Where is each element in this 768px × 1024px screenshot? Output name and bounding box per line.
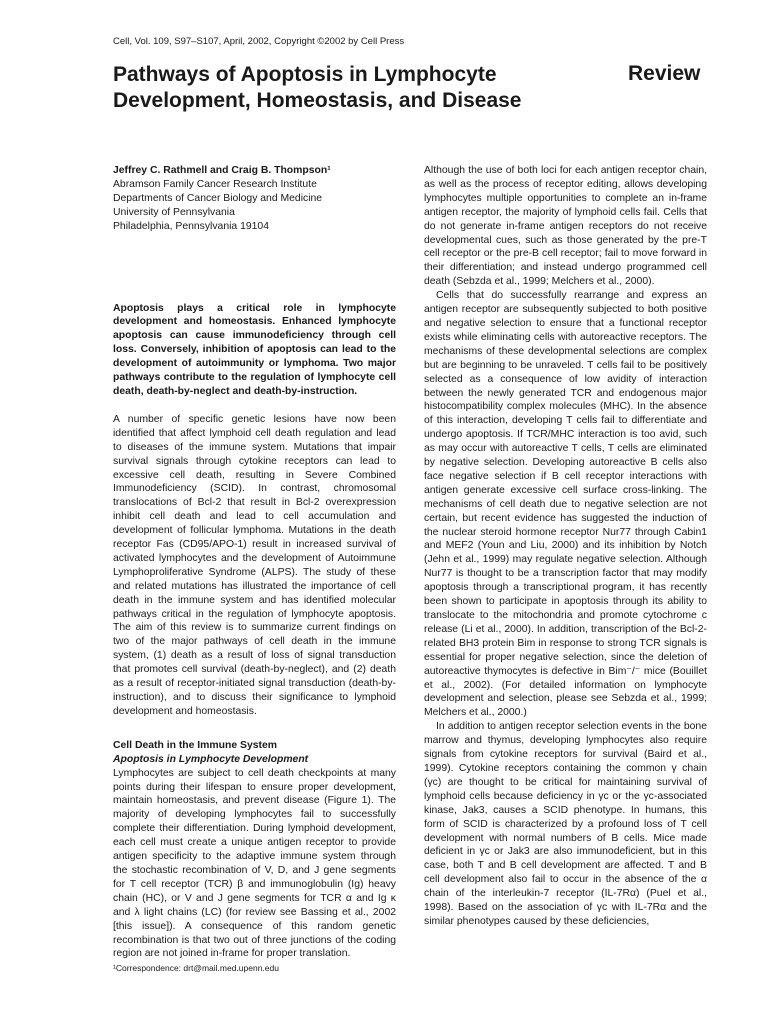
body-paragraph: Although the use of both loci for each antigen receptor chain, as well as the process of receptor editing, allows developing lymphocytes multiple opportunities to complete an in-frame antigen receptor, the majority of lymphoid cells fail. Cells that do not generate in-frame antigen receptors do not receive developmental cues, such as those generated by the pre-T cell receptor or the pre-B cell receptor; fail to move forward in their differentiation; and instead undergo programmed cell death (Sebzda et al., 1999; Melchers et al., 2000). [424, 165, 707, 288]
left-column [113, 164, 396, 961]
body-paragraph: In addition to antigen receptor selection events in the bone marrow and thymus, developing lymphocytes also require signals from cytokine receptors for survival (Baird et al., 1999). Cytokine receptors containing the common γ chain (γc) are thought to be critical for maintaining survival of lymphoid cells because deficiency in γc or the γc-associated kinase, Jak3, causes a SCID phenotype. In humans, this form of SCID is characterized by a profound loss of T cell development with normal numbers of B cells. Mice made deficient in γc or Jak3 are also immunodeficient, but in this case, both T and B cell development are affected. T and B cell development also fail to occur in the absence of the α chain of the interleukin-7 receptor (IL-7Rα) (Puel et al., 1998). Based on the association of γc with IL-7Rα and the similar phenotypes caused by these deficiencies, [424, 721, 707, 927]
abstract: Apoptosis plays a critical role in lymphocyte development and homeostasis. Enhanced lymphocyte apoptosis can cause immunodeficiency through cell loss. Conversely, inhibition of apoptosis can lead to the development of autoimmunity or lymphoma. Two major pathways contribute to the regulation of lymphocyte cell death, death-by-neglect and death-by-instruction. [113, 302, 396, 397]
journal-citation: Cell, Vol. 109, S97–S107, April, 2002, Copyright ©2002 by Cell Press [113, 36, 405, 47]
footnote: ¹Correspondence: drt@mail.med.upenn.edu [113, 963, 279, 973]
authors: Jeffrey C. Rathmell and Craig B. Thompson¹ [113, 165, 331, 176]
article-title: Pathways of Apoptosis in Lymphocyte Development, Homeostasis, and Disease [113, 63, 522, 112]
article-type: Review [628, 62, 701, 85]
right-column [424, 164, 707, 929]
subsection-heading: Apoptosis in Lymphocyte Development [113, 753, 309, 765]
body-paragraph: Lymphocytes are subject to cell death checkpoints at many points during their lifespan to ensure proper development, maintain homeostasis, and prevent disease (Figure 1). The majority of developing lymphocytes fail to successfully complete their differentiation. During lymphoid development, each cell must create a unique antigen receptor to provide antigen specificity to the adaptive immune system through the stochastic recombination of V, D, and J gene segments for T cell receptor (TCR) β and immunoglobulin (Ig) heavy chain (HC), or V and J gene segments for TCR α and Ig κ and λ light chains (LC) (for review see Bassing et al., 2002 [this issue]). A consequence of this random genetic recombination is that two out of three junctions of the coding region are not joined in-frame for proper translation. [113, 767, 396, 960]
affiliation-line: Departments of Cancer Biology and Medicine [113, 192, 323, 204]
affiliation-line: Abramson Family Cancer Research Institute [113, 178, 317, 190]
section-heading: Cell Death in the Immune System [113, 739, 277, 751]
body-paragraph: Cells that do successfully rearrange and express an antigen receptor are subsequently subjected to both positive and negative selection to ensure that a functional receptor exists while eliminating cells with autoreactive receptors. The mechanisms of these developmental selections are complex but are beginning to be unraveled. T cells fail to be positively selected as a consequence of low avidity of interaction between the newly generated TCR and endogenous major histocompatibility complex molecules (MHC). In the absence of this interaction, developing T cells fail to differentiate and undergo apoptosis. If TCR/MHC interaction is too avid, such as may occur with autoreactive T cells, T cells are eliminated by negative selection. Developing autoreactive B cells also face negative selection if B cell receptor interactions with antigen generate excessive cell surface cross-linking. The mechanisms of cell death due to negative selection are not certain, but recent evidence has suggested the induction of the nuclear steroid hormone receptor Nur77 through Cabin1 and MEF2 (Youn and Liu, 2000) and its inhibition by Notch (Jehn et al., 1999) may regulate negative selection. Although Nur77 is thought to be a transcription factor that may modify apoptosis through a transcriptional program, it has recently been shown to participate in apoptosis through its ability to translocate to the mitochondria and promote cytochrome c release (Li et al., 2000). In addition, transcription of the Bcl-2-related BH3 protein Bim in response to strong TCR signals is essential for proper negative selection, since the deletion of autoreactive thymocytes is defective in Bim⁻/⁻ mice (Bouillet et al., 2002). (For detailed information on lymphocyte development and selection, please see Sebzda et al., 1999; Melchers et al., 2000.) [424, 290, 707, 719]
affiliation-line: Philadelphia, Pennsylvania 19104 [113, 220, 269, 232]
intro-paragraph: A number of specific genetic lesions have now been identified that affect lymphoid cell death regulation and lead to diseases of the immune system. Mutations that impair survival signals through cytokine receptors can lead to excessive cell death, resulting in Severe Combined Immunodeficiency (SCID). In contrast, chromosomal translocations of Bcl-2 that result in Bcl-2 overexpression inhibit cell death and lead to cell accumulation and development of follicular lymphoma. Mutations in the death receptor Fas (CD95/APO-1) result in increased survival of activated lymphocytes and the development of Autoimmune Lymphoproliferative Syndrome (ALPS). The study of these and related mutations has illustrated the importance of cell death in the immune system and has identified molecular pathways critical in the regulation of lymphocyte apoptosis. The aim of this review is to summarize current findings on two of the major pathways of cell death in the immune system, (1) death as a result of loss of signal transduction that promotes cell survival (death-by-neglect), and (2) death as a result of receptor-initiated signal transduction (death-by-instruction), and to discuss their significance to lymphoid development and homeostasis. [113, 413, 396, 717]
affiliation-line: University of Pennsylvania [113, 206, 235, 218]
